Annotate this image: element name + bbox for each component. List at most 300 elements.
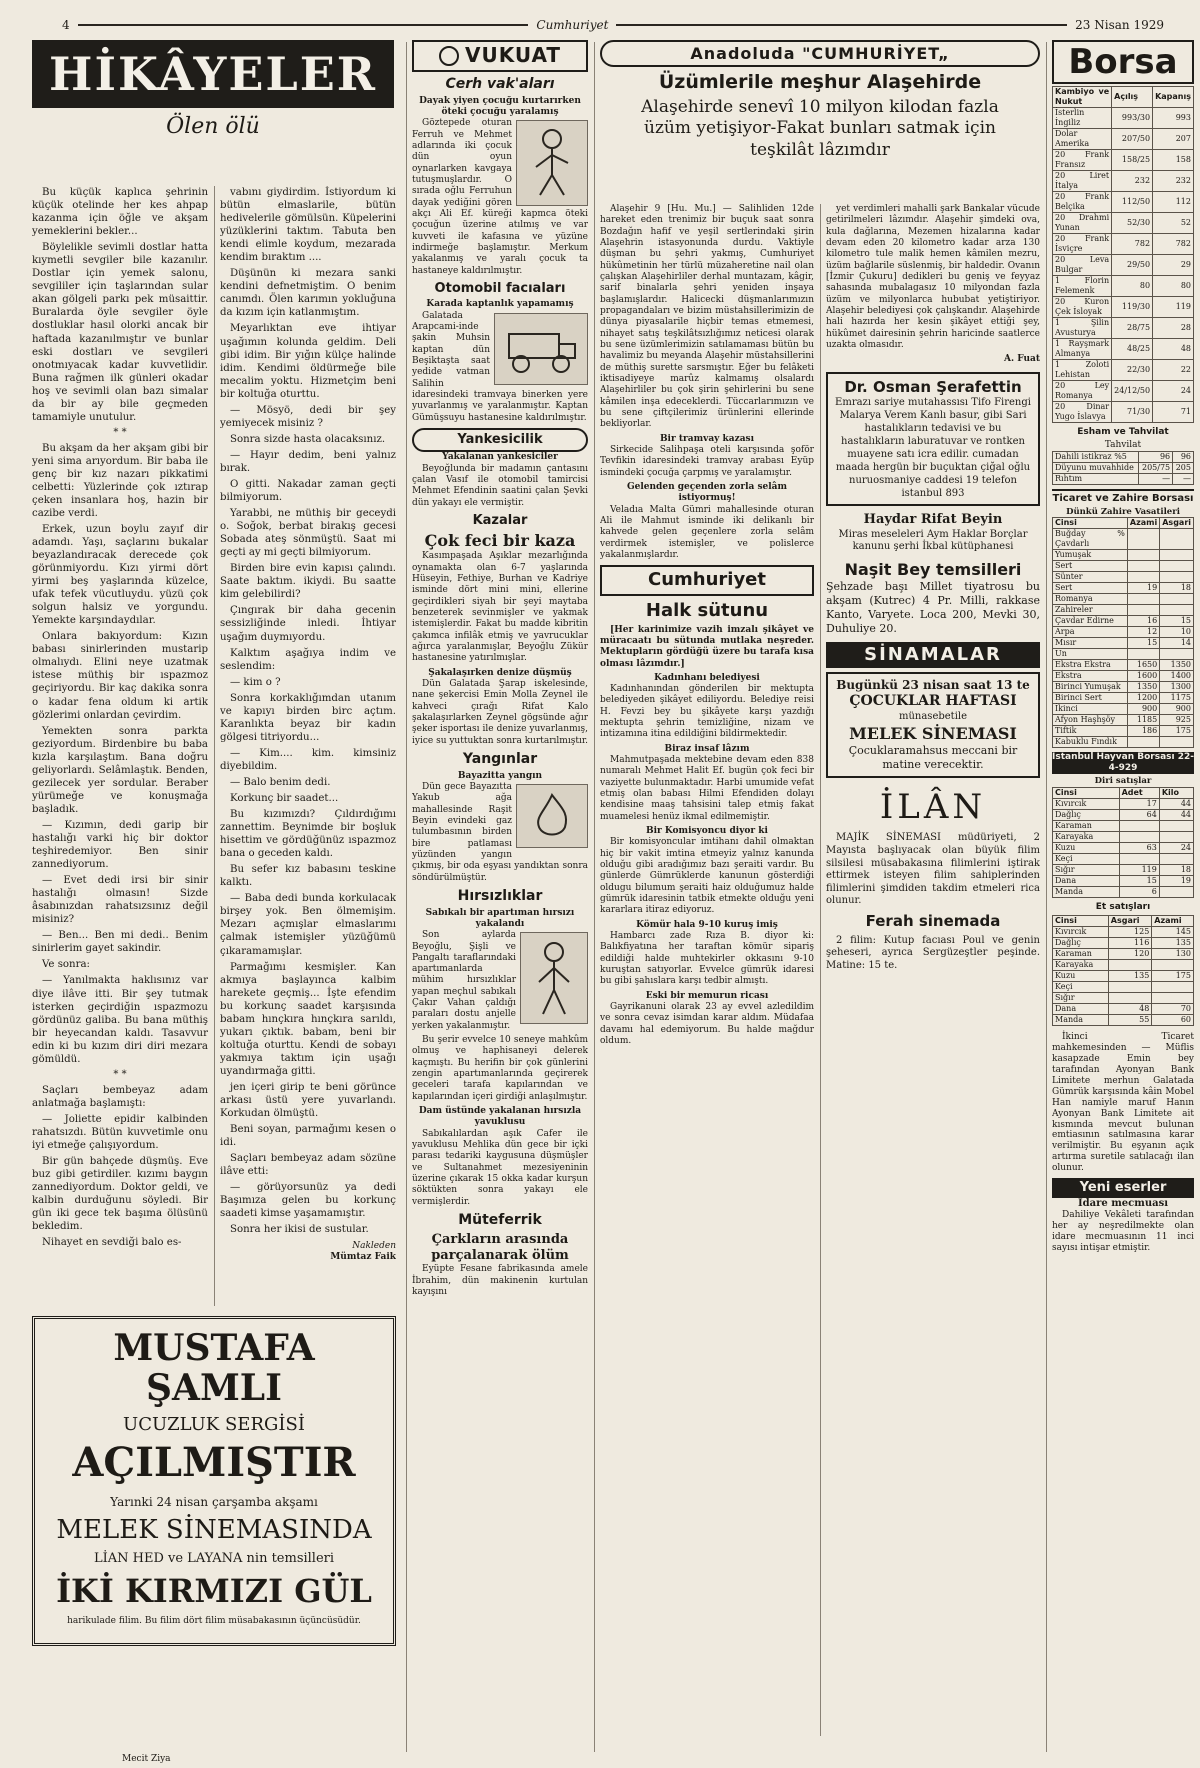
ilan-body: MAJİK SİNEMASI müdüriyeti, 2 Mayısta başlıyacak olan büyük filim silsilesi müsabakasına filimlerini iştirak ettirmek isteyen filim sahiplerinden filimlerini şimdiden takdim etmeleri rica olunur.: [826, 832, 1040, 907]
ad-date-line: Yarınki 24 nisan çarşamba akşamı: [110, 1495, 318, 1510]
anadolu-signature: A. Fuat: [1003, 354, 1040, 365]
zahire-row-cell: [1160, 572, 1194, 583]
vukuat-column: [412, 40, 588, 1752]
zahire-row-cell: [1127, 594, 1159, 605]
kambiyo-row-cell: 48: [1153, 339, 1194, 360]
hayvan-row-cell: [1159, 886, 1193, 897]
et-row: [1053, 981, 1194, 992]
ad-mustafa-samli: [32, 1316, 396, 1646]
et-row-cell: 120: [1108, 948, 1152, 959]
vukuat-sub2: Otomobil facıaları: [434, 280, 566, 296]
tahvilat-row-cell: 96: [1173, 451, 1194, 462]
zahire-row-cell: Mısır: [1053, 638, 1128, 649]
kambiyo-row: [1053, 318, 1194, 339]
hayvan-row-cell: [1119, 820, 1159, 831]
zahire-row-cell: Yumuşak: [1053, 550, 1128, 561]
zahire-row-cell: [1127, 572, 1159, 583]
story-paragraph: Bir gün bahçede düşmüş. Eve buz gibi getirdiler. kızımı baygın zannediyordum. Doktor geldi, ve kalbin durduğunu söyledi. Bir gün iki gece tek başıma ölüsünü bekledim.: [32, 1155, 208, 1233]
sinema-line5: Çocuklaramahsus meccani bir matine verecektir.: [848, 743, 1018, 771]
et-row-cell: Karayaka: [1053, 959, 1109, 970]
kambiyo-row-cell: 80: [1112, 276, 1153, 297]
zahire-row: [1053, 693, 1194, 704]
anadolu-headline: Üzümlerile meşhur Alaşehirde: [658, 71, 982, 93]
story-paragraph: — Balo benim dedi.: [230, 776, 331, 788]
ad-haydar: [826, 512, 1040, 554]
zahire-row-cell: 1350: [1127, 682, 1159, 693]
anadolu-body-b: yet verdimleri mahalli şark Bankalar vücude getirilmeleri lâzımdır. Alaşehir şimdeki ova, kula dağlarına, Mezemen hizalarına kadar devam eden 20 kilometro kadar arza 130 kilometro tule malik hemen kâmilen mezru, üzüm bağlarile süslenmiş, bir haldedir. Ovanın [İzmir Çukuru] dedikleri bu geniş ve feyyaz sahasında mubalagasız 10 milyondan fazla üzüm ve milyonlarca hububat yetiştiriyor. Alaşehir belediyesi çok çalışkandır. Alaşehirde hali hazırda her kesin şikâyet ettiği şey, hükûmet dairesinin şehrin haricinde saatlerce uzakta olmasıdır.: [826, 204, 1040, 350]
ad-haydar-title: Haydar Rifat Beyin: [863, 512, 1003, 528]
vukuat-sub1-body: Göztepede oturan Ferruh ve Mehmet adlarında iki çocuk dün oyun oynarlarken kavgaya tutuşmuşlardır. O sırada oğlu Ferruhun dayak yediğini gören akçı Ali Ef. küreği kapmca öteki çocuğun üzerine atılmış ve var kuvveti ile kafasına ve yüzüne indirmeğe başlamıştır. Merkum yakalanmış ve yaralı çocuk ta hastaneye kaldırılmıştır.: [412, 118, 588, 276]
story-paragraph: Düşünün ki mezara sanki kendini defnetmiştim. O benim canımdı. Ölen karımın yokluğuna da kızım için katlanmıştım.: [220, 268, 396, 319]
story-paragraph: Korkunç bir saadet...: [230, 793, 339, 805]
hayvan-row-cell: 15: [1119, 875, 1159, 886]
zahire-row-cell: Kabuklu Fındık: [1053, 737, 1128, 748]
story-paragraph: Sonra sizde hasta olacaksınız.: [230, 433, 386, 445]
story-signature: [220, 1241, 396, 1264]
hayvan-header: Kilo: [1159, 787, 1193, 798]
et-row-cell: 145: [1152, 926, 1194, 937]
story-paragraph: — görüyorsunüz ya dedi Başımıza gelen bu korkunç saadeti kimse yaşamamıştır.: [220, 1182, 396, 1220]
hayvan-row-cell: Manda: [1053, 886, 1120, 897]
fire-illustration: [516, 784, 588, 848]
yeni-eserler-banner: Yeni eserler: [1052, 1178, 1194, 1198]
vukuat-illustration: [516, 120, 588, 206]
hayvan-row-cell: Karaman: [1053, 820, 1120, 831]
story-paragraph: Bu kızımızdı? Çıldırdığımı zannettim. Beynimde bir boşluk hisettim ve gördüğünüz ıspazmoz bana o geceden kaldı.: [220, 809, 396, 860]
et-row: [1053, 937, 1194, 948]
story-paragraph: — Ben... Ben mi dedi.. Benim sinirlerim gayet sakindir.: [32, 930, 208, 955]
kambiyo-row-cell: 1 Şilin Avusturya: [1053, 318, 1112, 339]
kambiyo-table: [1052, 86, 1194, 423]
zahire-row-cell: Afyon Haşhşöy: [1053, 715, 1128, 726]
story-title: Ölen ölü: [166, 114, 260, 139]
et-row: [1053, 1014, 1194, 1025]
zahire-row-cell: [1160, 550, 1194, 561]
zahire-row-cell: [1160, 561, 1194, 572]
zahire-row-cell: [1127, 605, 1159, 616]
et-row-cell: 135: [1152, 937, 1194, 948]
kambiyo-row-cell: 20 Ley Romanya: [1053, 381, 1112, 402]
zahire-row-cell: 1300: [1160, 682, 1194, 693]
kambiyo-row-cell: 119: [1153, 297, 1194, 318]
vukuat-sub4-head: Çok feci bir kaza: [424, 531, 576, 551]
idare-title: İdare mecmuası: [1077, 1198, 1169, 1210]
kambiyo-row: [1053, 360, 1194, 381]
zahire-row-cell: 900: [1127, 704, 1159, 715]
zahire-header: Azami: [1127, 518, 1159, 529]
ferah-body: 2 filim: Kutup facıası Poul ve genin şeheseri, ayrıca Sergüzeştler peşinde. Matine: 15 te.: [826, 934, 1040, 971]
kambiyo-row-cell: 782: [1112, 234, 1153, 255]
zahire-row-cell: 1175: [1160, 693, 1194, 704]
et-row-cell: 60: [1152, 1014, 1194, 1025]
story-paragraph: — Kim.... kim. kimsiniz diyebildim.: [220, 747, 396, 772]
et-row-cell: [1108, 981, 1152, 992]
et-row-cell: [1108, 959, 1152, 970]
zahire-row-cell: 10: [1160, 627, 1194, 638]
car-illustration: [494, 313, 588, 385]
hayvan-row-cell: 17: [1119, 798, 1159, 809]
page-number: 4: [62, 18, 70, 32]
zahire-row-cell: [1160, 529, 1194, 550]
tahvilat-title: Esham ve Tahvilat: [1077, 427, 1169, 437]
kambiyo-row-cell: 28/75: [1112, 318, 1153, 339]
hayvan-row: [1053, 809, 1194, 820]
borsa-column: [1052, 40, 1194, 1752]
zahire-row: [1053, 704, 1194, 715]
hayvan-row-cell: [1119, 831, 1159, 842]
story-paragraph: O gitti. Nakadar zaman geçti bilmiyorum.: [220, 478, 396, 504]
zahire-row-cell: Sert: [1053, 561, 1128, 572]
hayvan-row: [1053, 831, 1194, 842]
anadolu-sub1: Bir tramvay kazası: [659, 433, 755, 444]
kambiyo-row-cell: 48/25: [1112, 339, 1153, 360]
story-paragraph: — Kızımın, dedi garip bir hastalığı varki hiç bir doktor teşhiredemiyor. Ben sinir zannediyorum.: [32, 819, 208, 871]
story-paragraph: — Joliette epidir kalbinden rahatsızdı. Bütün kuvvetimle onu iyi etmeğe çalışıyordum.: [32, 1113, 208, 1151]
vukuat-sub6-body: Son aylarda Beyoğlu, Şişli ve Pangaltı taraflarındaki apartımanlarda mühim hırsızlıklar yapan meçhul sabıkalı Çakır Vahan çaldığı paraları dostu anjelle yerken yakalanmıştır.: [412, 930, 516, 1031]
column-divider: [1046, 42, 1047, 1752]
kambiyo-row-cell: 29/50: [1112, 255, 1153, 276]
kambiyo-row-cell: 119/30: [1112, 297, 1153, 318]
ad-footnote: harikulade filim. Bu filim dört filim müsabakasının üçüncüsüdür.: [67, 1616, 361, 1627]
et-header: Azami: [1152, 915, 1194, 926]
borsa-title: Borsa: [1052, 40, 1194, 84]
ad-haydar-body: Miras meseleleri Aym Haklar Borçlar kanunu şerhi İkbal kütüphanesi: [838, 528, 1028, 553]
ad-nasit-body: Şehzade başı Millet tiyatrosu bu akşam (Kutrec) 4 Pr. Milli, rakkase Kanto, Varyete. Loca 200, Mevki 30, Duhuliye 20.: [826, 580, 1040, 635]
et-row-cell: 175: [1152, 970, 1194, 981]
zahire-row: [1053, 715, 1194, 726]
signature-name: Mümtaz Faik: [330, 1252, 396, 1263]
et-row: [1053, 959, 1194, 970]
thief-icon: [529, 938, 579, 1018]
zahire-row-cell: 1400: [1160, 671, 1194, 682]
tahvilat-row-cell: Rıhtım: [1053, 473, 1139, 484]
kambiyo-row-cell: 20 Frank İsviçre: [1053, 234, 1112, 255]
ad-doctor-body: Emrazı sariye mutahassısı Tifo Firengi Malarya Verem Kanlı basur, gibi Sari hastalıkların tedavisi ve bu hastalıkların laburatuvar ve rontken muayene satı icra edilir. cumadan maada hergün bir buçuktan çiğal oğlu nuruosmaniye caddesi 19 telefon istanbul 893: [835, 397, 1031, 500]
zahire-row-cell: 14: [1160, 638, 1194, 649]
zahire-row-cell: [1160, 605, 1194, 616]
kambiyo-row: [1053, 297, 1194, 318]
hayvan-row-cell: 64: [1119, 809, 1159, 820]
kambiyo-row-cell: 29: [1153, 255, 1194, 276]
zahire-row-cell: Romanya: [1053, 594, 1128, 605]
story-paragraph: Bu sefer kız babasını teskine kalktı.: [220, 864, 396, 889]
zahire-row-cell: [1127, 737, 1159, 748]
cumhuriyet-box: [600, 565, 814, 596]
sinema-line1: Bugünkü 23 nisan saat 13 te: [836, 678, 1030, 693]
anadolu-column-b: [826, 204, 1040, 1736]
kambiyo-row-cell: 80: [1153, 276, 1194, 297]
story-paragraph: Çıngırak bir daha gecenin sessizliğinde inledi. İhtiyar uşağım duymıyordu.: [220, 605, 396, 643]
kambiyo-row-cell: 112/50: [1112, 192, 1153, 213]
vukuat-emblem-icon: [439, 46, 459, 66]
hayvan-row-cell: 18: [1159, 864, 1193, 875]
zahire-row: [1053, 627, 1194, 638]
zahire-row-cell: 16: [1127, 616, 1159, 627]
et-row-cell: Dağlıç: [1053, 937, 1109, 948]
et-row-cell: [1152, 992, 1194, 1003]
newspaper-name: Cumhuriyet: [536, 18, 609, 32]
ferah-title: Ferah sinemada: [865, 911, 1001, 930]
kambiyo-row-cell: İsterlin İngiliz: [1053, 108, 1112, 129]
story-paragraph: jen içeri girip te beni görünce arkası üstü yere yuvarlandı. Korkudan ölmüştü.: [220, 1082, 396, 1120]
footer-fragment: Mecit Ziya: [122, 1754, 171, 1764]
kambiyo-row-cell: 20 Frank Belçika: [1053, 192, 1112, 213]
kambiyo-row: [1053, 255, 1194, 276]
zahire-row-cell: Birinci Yumuşak: [1053, 682, 1128, 693]
story-paragraph: Saçları bembeyaz adam sözüne ilâve etti:: [220, 1153, 396, 1178]
anadolu-section: [600, 40, 1040, 161]
hayvan-row: [1053, 853, 1194, 864]
hayvan-row: [1053, 875, 1194, 886]
zahire-row: [1053, 561, 1194, 572]
tahvilat-row-cell: —: [1139, 473, 1173, 484]
kambiyo-row-cell: 232: [1112, 171, 1153, 192]
kambiyo-row-cell: 22/30: [1112, 360, 1153, 381]
ad-title: MUSTAFA ŞAMLI: [113, 1327, 315, 1409]
zahire-row: [1053, 726, 1194, 737]
anadolu-sub2: Gelenden geçenden zorla selâm istiyormuş!: [626, 481, 788, 504]
hayvan-row-cell: [1159, 820, 1193, 831]
kambiyo-row-cell: 52: [1153, 213, 1194, 234]
zahire-row: [1053, 671, 1194, 682]
story-paragraph: vabını giydirdim. İstiyordum ki bütün elmaslarile, bütün hedivelerile gömülsün. Küpelerini yüzüklerini taktım. Tabuta ben kendi elimle koydum, mezarada kendim bıraktım ....: [220, 187, 396, 264]
zahire-row-cell: Buğday % Çavdarlı: [1053, 529, 1128, 550]
kambiyo-row-cell: Dolar Amerika: [1053, 129, 1112, 150]
header-rule-left: [78, 24, 529, 26]
zahire-row: [1053, 550, 1194, 561]
kambiyo-row: [1053, 381, 1194, 402]
vukuat-title: [412, 40, 588, 72]
zahire-row: [1053, 682, 1194, 693]
kambiyo-row-cell: 993/30: [1112, 108, 1153, 129]
story-paragraph: Erkek, uzun boylu zayıf dir adamdı. Yaşı, saçlarını bukalar beyazlandıracak derecede çok görünmiyordu. Kızı yirmi dört yirmi beş yaşlarında küzelce, ufak tefek vücutluydu. yüzü çok solgun halsiz ve yorgundu. Yemekte karşındaydılar.: [32, 523, 208, 627]
zahire-row-cell: 900: [1160, 704, 1194, 715]
et-row-cell: 48: [1108, 1003, 1152, 1014]
zahire-header: Cinsi: [1053, 518, 1128, 529]
hayvan-table: [1052, 787, 1194, 898]
newspaper-page: [22, 14, 1194, 1762]
zahire-row-cell: Ekstra Ekstra: [1053, 660, 1128, 671]
tahvilat-sub: Tahvilat: [1104, 439, 1142, 450]
zahire-row-cell: 15: [1160, 616, 1194, 627]
tahvilat-row-cell: 205/75: [1139, 462, 1173, 473]
ad-headline: AÇILMIŞTIR: [72, 1439, 356, 1487]
vukuat-sub2-body: Galatada Arapcami-inde şakin Muhsin kaptan dün Beşiktaşta saat yedide vatman Salihin idaresindeki tramvaya binerken yere yuvarlanmış ve yaralanmıştır. Kaptan Gümüşsuyu hastanesine kaldırılmıştır.: [412, 310, 588, 423]
vukuat-sub2-head: Karada kaptanlık yapamamış: [426, 299, 574, 310]
kambiyo-row-cell: 71: [1153, 402, 1194, 423]
kambiyo-row: [1053, 276, 1194, 297]
kambiyo-row-cell: 24/12/50: [1112, 381, 1153, 402]
kambiyo-row-cell: 28: [1153, 318, 1194, 339]
anadolu-column-a: [600, 204, 814, 1736]
vukuat-sub4b-head: Şakalaşırken denize düşmüş: [428, 667, 572, 678]
kambiyo-row-cell: 232: [1153, 171, 1194, 192]
column-divider: [214, 186, 215, 1306]
zahire-row-cell: [1127, 649, 1159, 660]
fire-icon: [527, 791, 577, 841]
tahvilat-row-cell: —: [1173, 473, 1194, 484]
zahire-row-cell: İkinci: [1053, 704, 1128, 715]
tahvilat-row: [1053, 473, 1194, 484]
zahire-row-cell: 1200: [1127, 693, 1159, 704]
et-row-cell: Manda: [1053, 1014, 1109, 1025]
zahire-row: [1053, 638, 1194, 649]
kambiyo-row-cell: 52/30: [1112, 213, 1153, 234]
vukuat-sub6: Hırsızlıklar: [457, 887, 543, 904]
story-paragraph: Meyarlıktan eve ihtiyar uşağımın kolunda geldim. Deli gibi idim. Bir yığın külçe halinde idim. Kendimi öldürmeğe bile mecalim yoktu. Hizmetçim beni bir koltuğa oturttu.: [220, 323, 396, 400]
kambiyo-row-cell: 782: [1153, 234, 1194, 255]
story-column-1: [32, 186, 208, 1306]
story-paragraph: Birden bire evin kapısı çalındı. Saate baktım. ikiydi. Bu saatte kim gelebilirdi?: [220, 563, 396, 601]
hayvan-sub: Diri satışlar: [1094, 776, 1152, 787]
hayvan-row: [1053, 864, 1194, 875]
vukuat-sub4-body: Kasımpaşada Aşıklar mezarlığında oynamakta olan 6-7 yaşlarında Hüseyin, Fethiye, Burhan ve Kadriye isminde dört mini mini, ellerine geçirdikleri siyah bir şeyi maytaba benzeterek sevinmişler ve yakmak istemişlerdir. Fakat bu madde kibritin çakımca infilâk etmiş ve yavrucuklar ağırca yaralanmışlar, Beyoğlu Zükür hastanesine yatırılmışlar.: [412, 551, 588, 664]
zahire-row-cell: 19: [1127, 583, 1159, 594]
kambiyo-row-cell: 207: [1153, 129, 1194, 150]
tahvilat-table: [1052, 451, 1194, 485]
anadolu-subheadline: Alaşehirde senevî 10 milyon kilodan fazla üzüm yetişiyor-Fakat bunları satmak için teşkilât lâzımdır: [641, 97, 999, 160]
ticaret-title: Ticaret ve Zahire Borsası: [1052, 489, 1194, 505]
story-paragraph: Yarabbi, ne müthiş bir geceydi o. Soğok, berbat birakış gecesi Sobada ateş sönmüştü. Saat mi geçti ay mi geçti bilmiyorum.: [220, 508, 396, 559]
et-row-cell: 116: [1108, 937, 1152, 948]
story-section: [32, 40, 394, 143]
zahire-row-cell: Tiftik: [1053, 726, 1128, 737]
vukuat-sub1-head: Dayak yiyen çocuğu kurtarırken öteki çocuğu yaralamış: [419, 95, 581, 117]
tahvilat-row-cell: 205: [1173, 462, 1194, 473]
tahvilat-row-cell: 96: [1139, 451, 1173, 462]
vukuat-sub3-head: Yakalanan yankesiciler: [442, 452, 558, 463]
zahire-row-cell: 1185: [1127, 715, 1159, 726]
vukuat-sub4: Kazalar: [472, 512, 528, 528]
kambiyo-row-cell: 20 Frank Fransız: [1053, 150, 1112, 171]
zahire-row-cell: 12: [1127, 627, 1159, 638]
zahire-row-cell: 1650: [1127, 660, 1159, 671]
zahire-row-cell: Arpa: [1053, 627, 1128, 638]
page-header: [22, 14, 1194, 36]
story-paragraph: Ve sonra:: [42, 959, 90, 971]
et-row-cell: Keçi: [1053, 981, 1109, 992]
et-row-cell: [1152, 981, 1194, 992]
et-row: [1053, 926, 1194, 937]
et-row: [1053, 970, 1194, 981]
idare-body: Dahiliye Vekâleti tarafından her ay neşredilmekte olan idare mecmuasının 11 inci sayısı intişar etmiştir.: [1052, 1210, 1194, 1254]
zahire-row: [1053, 616, 1194, 627]
kambiyo-header: Kapanış: [1153, 87, 1194, 108]
anadolu-sub2-body: Veladıa Malta Gümri mahallesinde oturan Ali ile Mahmut isminde iki delikanlı bir kahvede gelen geçenlere zorla selâm verdirmek istemişler, ve polislerce yakalanmışlardır.: [600, 504, 814, 560]
hayvan-row-cell: Kıvırcık: [1053, 798, 1120, 809]
zahire-row-cell: 18: [1160, 583, 1194, 594]
zahire-row: [1053, 737, 1194, 748]
thief-illustration: [520, 932, 588, 1024]
zahire-row-cell: [1160, 649, 1194, 660]
kambiyo-row: [1053, 213, 1194, 234]
ad-cinema: MELEK SİNEMASINDA: [56, 1515, 372, 1546]
story-column-2: [220, 186, 396, 1306]
vukuat-sub6c-head: Dam üstünde yakalanan hırsızla yavuklusu: [418, 1106, 582, 1128]
kambiyo-row-cell: 20 Leva Bulgar: [1053, 255, 1112, 276]
ad-nasit: [826, 560, 1040, 636]
kambiyo-row-cell: 20 Dinar Yugo İslavya: [1053, 402, 1112, 423]
story-paragraph: Parmağımı kesmişler. Kan akmıya başlayınca kalbim harekete geçmiş... İşte efendim bu korkunç saadet karşısında babam hınçkıra hınçkıra sarıldı, yukarı çıktık. babam, beni bir koltuğa oturttu. Kendi de sobayı yakmıya taktım için uşağı uyandırmağa gitti.: [220, 961, 396, 1077]
kambiyo-row: [1053, 192, 1194, 213]
hayvan-title: İstanbul Hayvan Borsası 22-4-929: [1052, 752, 1194, 774]
kambiyo-row-cell: 207/50: [1112, 129, 1153, 150]
story-paragraph: — Yanılmakta haklısınız var diye ilâve itti. Bir şey tutmak isterken geçirdiğin ıspazmozu gördünüz galiba. Bu bana müthiş bir heyecandan kaldı. Tasavvur edin ki bu kızım diri diri mezara gömüldü.: [32, 975, 208, 1065]
vukuat-sub6c-body: Sabıkalılardan aşık Cafer ile yavuklusu Mehlika dün gece bir içki parası tedariki kaygusuna düşmüşler ve Sultanahmet mezesiyeninin üzerine çıkarak 15 okka kadar kurşun söktükten sonra yakayı ele vermişlerdir.: [412, 1128, 588, 1207]
zahire-row-cell: 175: [1160, 726, 1194, 737]
hayvan-row-cell: 119: [1119, 864, 1159, 875]
tahvilat-row-cell: Dahili istikraz %5: [1053, 451, 1139, 462]
kambiyo-row: [1053, 150, 1194, 171]
story-paragraph: Bu küçük kaplıca şehrinin küçük otelinde her kes ahpap kazanma için öğle ve akşam yemeklerini bekler...: [32, 187, 208, 238]
header-rule-right: [616, 24, 1067, 26]
et-row-cell: Sığır: [1053, 992, 1109, 1003]
et-header: Asgari: [1108, 915, 1152, 926]
zahire-row-cell: [1127, 561, 1159, 572]
separator-stars: * *: [113, 1068, 127, 1080]
zahire-row-cell: Çavdar Edirne: [1053, 616, 1128, 627]
et-row-cell: 135: [1108, 970, 1152, 981]
kambiyo-row-cell: 158: [1153, 150, 1194, 171]
et-row-cell: 70: [1152, 1003, 1194, 1014]
hayvan-row-cell: Dağlıç: [1053, 809, 1120, 820]
zahire-row-cell: Sünter: [1053, 572, 1128, 583]
hayvan-row-cell: 44: [1159, 809, 1193, 820]
hayvan-row-cell: Karayaka: [1053, 831, 1120, 842]
halk-sub1-body: Kadınhanından gönderilen bir mektupta belediyeden şikâyet ediliyordu. Belediye reisi H. Fevzi bey bu şikâyete karşı yazdığı mektupta şehrin temizliğine, nizam ve intizamına itina edildiğini bildirmektedir.: [600, 684, 814, 740]
separator-stars: * *: [113, 426, 127, 438]
hayvan-row-cell: 44: [1159, 798, 1193, 809]
vukuat-sub7: Müteferrik: [458, 1212, 542, 1229]
halk-sub2-body: Mahmutpaşada mektebine devam eden 838 numaralı Mehmet Halit Ef. bugün çok feci bir vaziyette bulunmaktadır. Harbi umumide vefat etmiş olan babası Hilmi Efendiden dolayı kendisine maaş tahsisini talep etmiş fakat muamelesi henüz ikmal edilmemiştir.: [600, 755, 814, 822]
kambiyo-row-cell: 112: [1153, 192, 1194, 213]
kambiyo-row-cell: 993: [1153, 108, 1194, 129]
zahire-row-cell: [1160, 594, 1194, 605]
et-row-cell: 55: [1108, 1014, 1152, 1025]
kambiyo-row-cell: 71/30: [1112, 402, 1153, 423]
kambiyo-header: Açılış: [1112, 87, 1153, 108]
ad-doctor: [826, 372, 1040, 507]
sinema-line3: münasebetile: [898, 711, 968, 723]
column-divider: [406, 42, 407, 1752]
ilan-title: İLÂN: [879, 786, 987, 827]
zahire-row: [1053, 594, 1194, 605]
halk-sub5: Eski bir memurun ricası: [645, 990, 769, 1001]
kambiyo-row: [1053, 108, 1194, 129]
story-section-title: HİKÂYELER: [32, 40, 394, 108]
hayvan-row-cell: Kuzu: [1053, 842, 1120, 853]
halk-sub4-body: Hambarcı zade Rıza B. diyor ki: Balıkfiyatına her taraftan kömür sipariş edildiği halde muhtekirler okkasını 9-10 kuruştan satıyorlar. Evvelce gümrük idaresi bu gibi şahıslara karşı tedbir almıştı.: [600, 931, 814, 987]
zahire-row: [1053, 649, 1194, 660]
story-paragraph: Bu akşam da her akşam gibi bir yeni sima arıyordum. Bir baba ile genç bir kız nazarı pikkatimi celbetti: Yüzlerinde çok ıztırap çeken insanlara hoş, hazin bir cazibe verdi.: [32, 442, 208, 519]
vukuat-title-text: VUKUAT: [464, 43, 562, 68]
et-title: Et satışları: [1095, 901, 1151, 912]
zahire-row-cell: Un: [1053, 649, 1128, 660]
kambiyo-row: [1053, 129, 1194, 150]
zahire-row-cell: 925: [1160, 715, 1194, 726]
et-row: [1053, 992, 1194, 1003]
story-paragraph: — Baba dedi bunda korkulacak birşey yok. Ben ölmemişim. Mezarı açmışlar elmaslarımı çalmak istemişler yüzüğümü çıkaramamışlar.: [220, 893, 396, 957]
anadolu-body-a: Alaşehir 9 [Hu. Mu.] — Salihliden 12de hareket eden trenimiz bir buçuk saat sonra Bozdağın hafif ve yeşil sertlerindaki şirin Alaşehrin istasyonunda durdu. Vaktiyle düşman bu şehri yakmış, Cumhuriyet hükûmetinin her türlü müzaheretine nail olan çalışkan Alaşehirliler derhal muntazam, kâgir, sarif binalarla şehri yeniden inşaya başlamışlardır. Halicecki düşmanlarımızın propagandaları ve bizim müstahsillerimizin de dünya piyasalarile hiçbir temas etmemesi, nihayet satış teşkilâtsızlığımız neticesi olarak bu sene üzümlerimizin satılamaması bütün bu havalimiz bu meyanda Alaşehir müstahsillerini de müthiş surette sarsmıştır. Eğer bu felâketi iktisadiyeye marûz kalmamış olsalardı Alaşehirliler bu çok şirin şehirlerini bu sene kâmilen inşa edeceklerdi. Tüccarlarımızın ve bu sene çiftçilerimiz ürünlerini ellerinde bekliyorlar.: [600, 204, 814, 430]
vukuat-sub6-head: Sabıkalı bir apartıman hırsızı yakalandı: [425, 907, 575, 929]
zahire-table: [1052, 517, 1194, 748]
story-paragraph: Beni soyan, parmağımı kesen o idi.: [220, 1124, 396, 1149]
kambiyo-row-cell: 158/25: [1112, 150, 1153, 171]
kambiyo-row: [1053, 234, 1194, 255]
et-row-cell: Kuzu: [1053, 970, 1109, 981]
vukuat-sub7-body: Eyüpte Fesane fabrikasında amele İbrahim, dün makinenin kurtulan kayışını: [412, 1264, 588, 1298]
vukuat-sub6b-body: Bu şerir evvelce 10 seneye mahkûm olmuş ve haphisaneyi delerek kaçmıştı. Bu herifin bir çok günlerini zengin apartımanlarında geçirerek geceleri tarafa kapılarından ve kapılarından içeri girdiği anlaşılmıştır.: [412, 1035, 588, 1102]
